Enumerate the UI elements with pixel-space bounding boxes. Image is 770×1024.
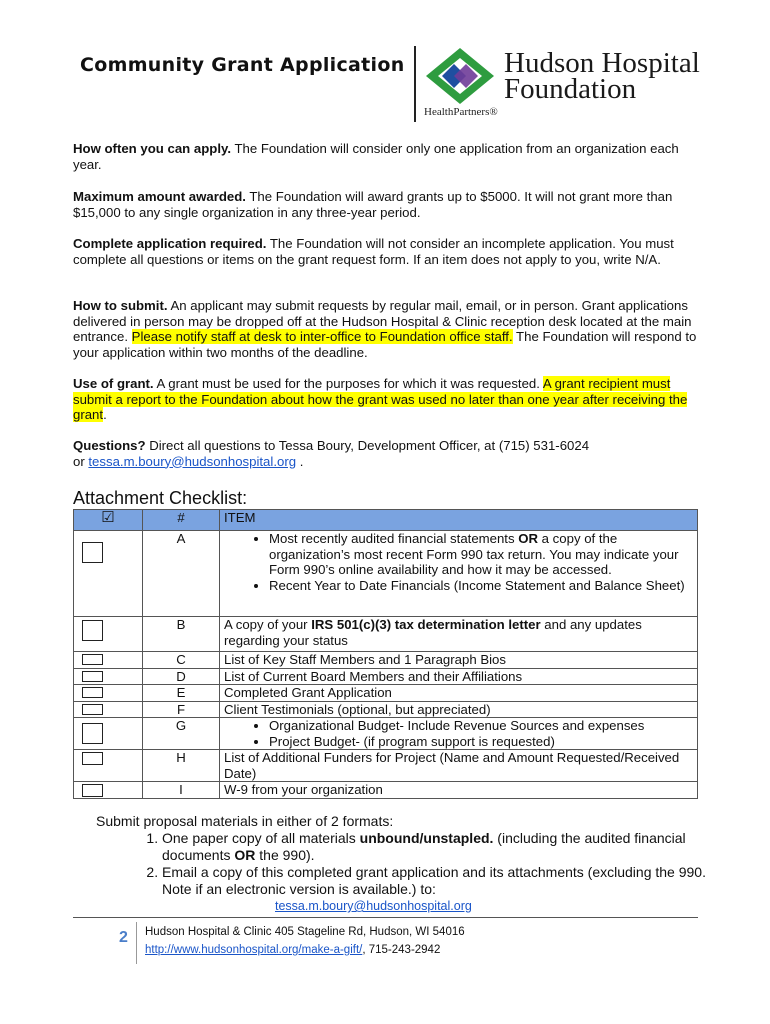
page-number: 2 <box>119 929 128 946</box>
checkbox-cell <box>74 750 143 782</box>
checkbox-cell <box>74 668 143 685</box>
checkbox-a[interactable] <box>82 542 103 563</box>
para-text: The Foundation will award grants up to $5000. It will not grant more than $15,000 to any single organization in any three-year period. <box>73 189 673 220</box>
row-item: Completed Grant Application <box>220 685 698 702</box>
paragraph-max-amount <box>73 189 703 220</box>
submit-intro: Submit proposal materials in either of 2 formats: <box>96 813 394 829</box>
row-item: W-9 from your organization <box>220 782 698 799</box>
para-text: The Foundation will not consider an incomplete application. You must complete all questions or items on the grant request form. If an item does not apply to you, write N/A. <box>73 236 674 267</box>
para-text: . <box>296 453 304 469</box>
para-lead: Complete application required. <box>73 236 267 251</box>
header-num: # <box>143 510 220 531</box>
logo-line-2: Foundation <box>504 73 637 105</box>
table-row <box>74 668 698 685</box>
list-item: 1. One paper copy of all materials unbound/unstapled. (including the audited financial documents OR the 990). <box>162 830 722 864</box>
para-text: or <box>73 453 89 469</box>
row-num: B <box>143 617 220 652</box>
row-num: E <box>143 685 220 702</box>
diamond-logo-icon <box>422 46 502 108</box>
row-num: D <box>143 668 220 685</box>
list-item: • Organizational Budget- Include Revenue Sources and expenses <box>269 718 693 734</box>
row-num: I <box>143 782 220 799</box>
header-divider <box>414 46 416 122</box>
list-item: • Project Budget- (if program support is requested) <box>269 734 693 750</box>
contact-email-link[interactable]: tessa.m.boury@hudsonhospital.org <box>88 453 297 469</box>
highlighted-text: A grant recipient must submit a report to the Foundation about how the grant was used no later than one year after receiving the grant <box>73 376 688 422</box>
para-text: . <box>103 407 107 422</box>
paragraph-complete-application <box>73 236 703 267</box>
checkbox-cell <box>74 701 143 718</box>
footer-url-link[interactable]: http://www.hudsonhospital.org/make-a-gift/ <box>145 944 363 956</box>
page-title: Community Grant Application <box>80 54 405 76</box>
row-num: A <box>143 531 220 617</box>
foundation-logo <box>422 46 712 126</box>
checkbox-d[interactable] <box>82 671 103 682</box>
para-lead: How to submit. <box>73 298 168 313</box>
row-num: F <box>143 701 220 718</box>
checkbox-b[interactable] <box>82 620 103 641</box>
checkbox-i[interactable] <box>82 784 103 797</box>
table-row <box>74 685 698 702</box>
highlighted-text: Please notify staff at desk to inter-office to Foundation office staff. <box>131 329 513 344</box>
list-item: 2. Email a copy of this completed grant application and its attachments (excluding the 990. Note if an electronic version is available.) to: <box>162 864 722 898</box>
table-row <box>74 750 698 782</box>
checkbox-e[interactable] <box>82 687 103 698</box>
row-item: List of Current Board Members and their Affiliations <box>220 668 698 685</box>
checkbox-cell <box>74 685 143 702</box>
footer-phone: , 715-243-2942 <box>362 944 441 956</box>
attachment-checklist-table <box>73 509 698 799</box>
table-row <box>74 531 698 617</box>
checkbox-cell <box>74 782 143 799</box>
paragraph-questions <box>73 438 703 469</box>
checkbox-c[interactable] <box>82 654 103 665</box>
paragraph-how-to-submit <box>73 298 703 360</box>
checkbox-g[interactable] <box>82 723 103 744</box>
logo-line-1: Hudson Hospital <box>504 47 700 79</box>
row-item: List of Additional Funders for Project (Name and Amount Requested/Received Date) <box>220 750 698 782</box>
row-num: H <box>143 750 220 782</box>
checkbox-cell <box>74 531 143 617</box>
table-row <box>74 718 698 750</box>
row-item <box>220 531 698 617</box>
header-item: ITEM <box>220 510 698 531</box>
para-text: A grant must be used for the purposes for which it was requested. <box>153 376 543 391</box>
checkbox-h[interactable] <box>82 752 103 765</box>
para-lead: Maximum amount awarded. <box>73 189 246 204</box>
para-text: Direct all questions to Tessa Boury, Development Officer, at (715) 531-6024 <box>145 438 590 453</box>
row-item: Client Testimonials (optional, but appreciated) <box>220 701 698 718</box>
table-row <box>74 617 698 652</box>
para-lead: Questions? <box>73 438 146 453</box>
row-item: A copy of your IRS 501(c)(3) tax determination letter and any updates regarding your status <box>220 617 698 652</box>
checkbox-cell <box>74 652 143 669</box>
para-lead: Use of grant. <box>73 376 154 391</box>
checklist-title: Attachment Checklist: <box>73 488 248 508</box>
row-item: List of Key Staff Members and 1 Paragraph Bios <box>220 652 698 669</box>
footer-divider <box>73 917 698 918</box>
paragraph-frequency <box>73 141 703 172</box>
list-item: • Most recently audited financial statements OR a copy of the organization’s most recent Form 990 tax return. You may indicate your Form 990’s online availability and how it may be accessed. <box>269 531 693 578</box>
footer-address: Hudson Hospital & Clinic 405 Stageline Rd, Hudson, WI 54016 <box>145 926 465 938</box>
table-header-row <box>74 510 698 531</box>
submit-format-list <box>140 830 722 898</box>
checkbox-cell <box>74 617 143 652</box>
logo-subtitle: HealthPartners® <box>424 106 498 118</box>
table-row <box>74 652 698 669</box>
row-item <box>220 718 698 750</box>
submission-email-link[interactable]: tessa.m.boury@hudsonhospital.org <box>275 899 472 913</box>
paragraph-use-of-grant <box>73 376 703 423</box>
header-check-icon: ☑ <box>74 510 143 531</box>
row-num: C <box>143 652 220 669</box>
para-text: An applicant may submit requests by regular mail, email, or in person. Grant applications delivered in person may be dropped off at the Hudson Hospital & Clinic reception desk located at the main entrance. <box>73 298 692 344</box>
para-text: The Foundation will consider only one application from an organization each year. <box>73 141 679 172</box>
table-row <box>74 701 698 718</box>
checkbox-cell <box>74 718 143 750</box>
para-text: The Foundation will respond to your application within two months of the deadline. <box>73 329 697 360</box>
list-item: • Recent Year to Date Financials (Income Statement and Balance Sheet) <box>269 578 693 594</box>
para-lead: How often you can apply. <box>73 141 232 156</box>
table-row <box>74 782 698 799</box>
checkbox-f[interactable] <box>82 704 103 715</box>
logo-wordmark <box>504 47 700 105</box>
row-num: G <box>143 718 220 750</box>
footer-contact <box>145 944 440 956</box>
footer-vertical-divider <box>136 922 137 964</box>
